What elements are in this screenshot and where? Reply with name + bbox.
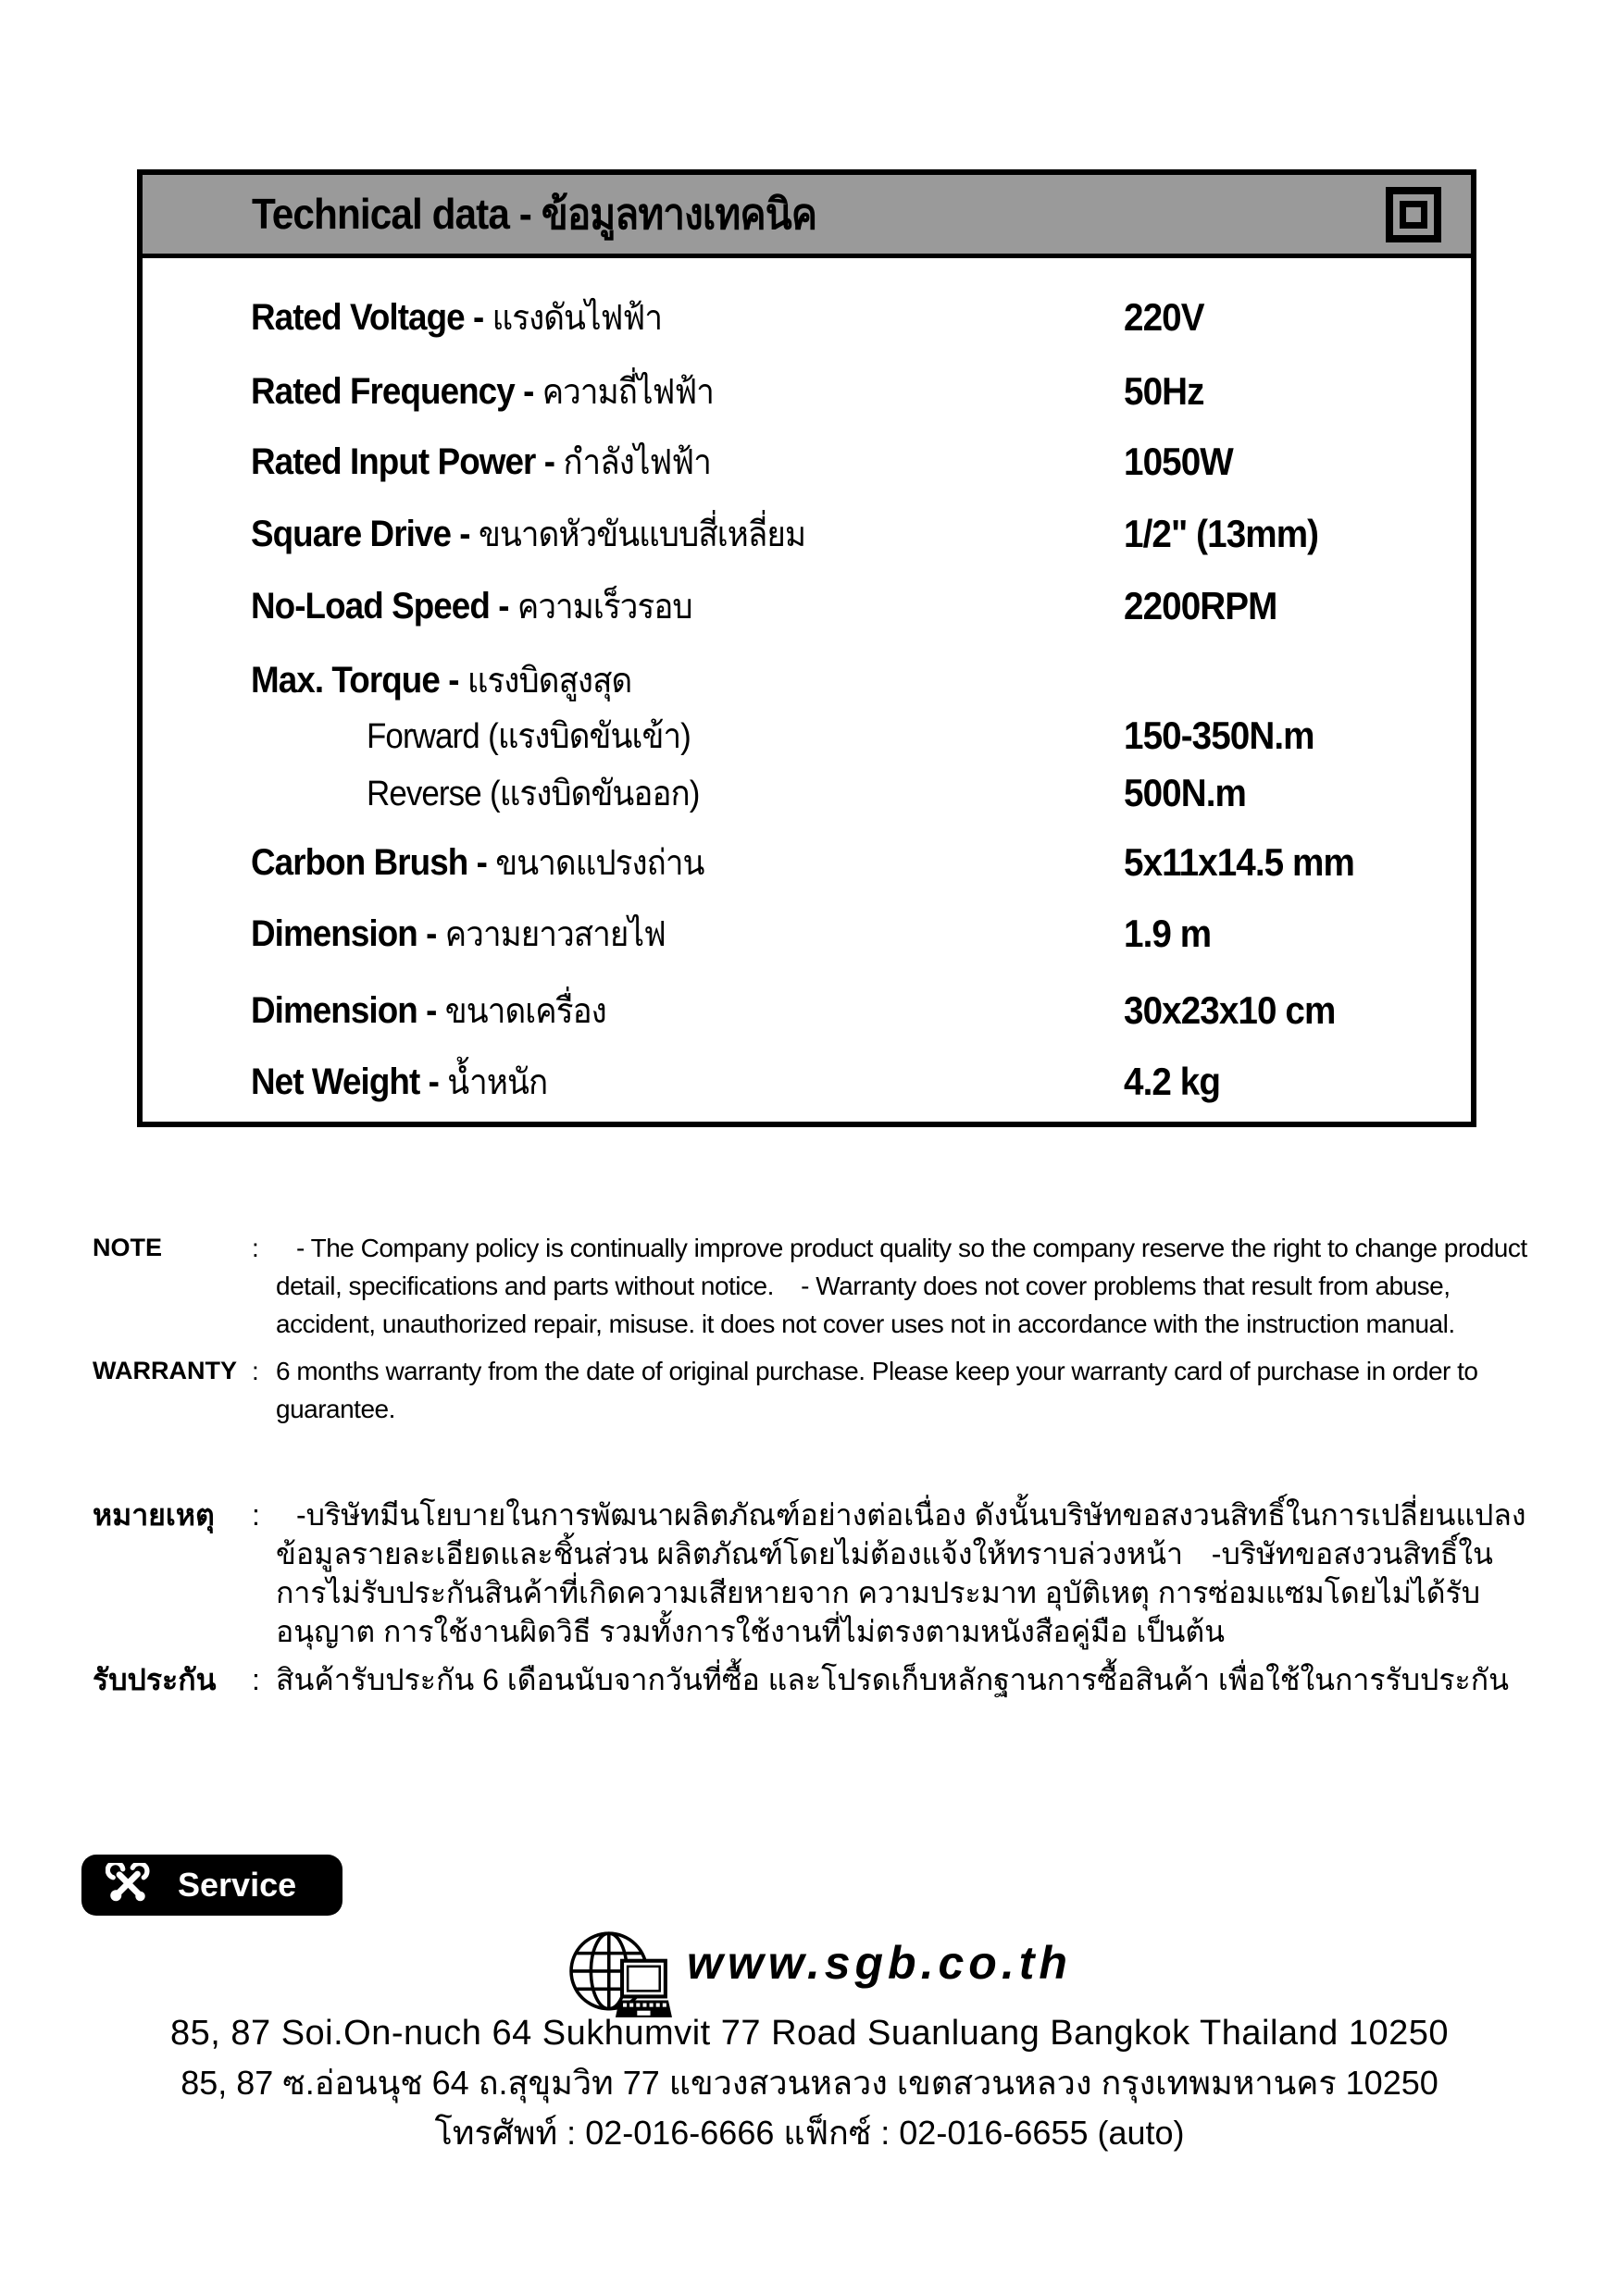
spec-row-dimension-cord bbox=[143, 907, 1471, 961]
spec-label: Net Weight - น้ำหนัก bbox=[251, 1061, 548, 1102]
guarantee-label: รับประกัน bbox=[93, 1663, 217, 1696]
globe-computer-icon bbox=[569, 1927, 673, 2021]
spec-value: 5x11x14.5 mm bbox=[1124, 840, 1354, 884]
spec-row-max-torque bbox=[143, 653, 1471, 707]
spec-label: Carbon Brush - ขนาดแปรงถ่าน bbox=[251, 842, 704, 883]
table-title-en: Technical data bbox=[252, 190, 509, 238]
spec-row-no-load-speed bbox=[143, 579, 1471, 633]
table-body bbox=[143, 258, 1471, 1122]
spec-row-rated-input-power bbox=[143, 435, 1471, 489]
thai-note-colon: : bbox=[252, 1498, 260, 1532]
spec-row-carbon-brush bbox=[143, 836, 1471, 889]
spec-row-net-weight bbox=[143, 1055, 1471, 1109]
technical-data-table bbox=[137, 169, 1476, 1127]
spec-label: Square Drive - ขนาดหัวขันแบบสี่เหลี่ยม bbox=[251, 514, 806, 554]
spec-label: Rated Voltage - แรงดันไฟฟ้า bbox=[251, 297, 663, 338]
phone-fax-line: โทรศัพท์ : 02-016-6666 แฟ็กซ์ : 02-016-6655 (auto) bbox=[434, 2114, 1185, 2152]
spec-label: Forward (แรงบิดขันเข้า) bbox=[367, 717, 691, 756]
note-item: - The Company policy is continually improve product quality so the company reserve the right to change product detail, specifications and parts without notice. bbox=[276, 1234, 1527, 1300]
notes-section-en bbox=[93, 1229, 1542, 1428]
spec-value: 4.2 kg bbox=[1124, 1060, 1221, 1103]
warranty-label: WARRANTY bbox=[93, 1357, 237, 1384]
table-header bbox=[143, 175, 1471, 258]
spec-label: Reverse (แรงบิดขันออก) bbox=[367, 775, 700, 813]
note-colon: : bbox=[252, 1234, 259, 1262]
double-insulation-icon bbox=[1386, 187, 1441, 242]
spec-row-rated-voltage bbox=[143, 291, 1471, 344]
website-url: www.sgb.co.th bbox=[687, 1937, 1072, 1989]
spec-row-forward bbox=[143, 709, 1471, 763]
spec-row-dimension-machine bbox=[143, 984, 1471, 1037]
spec-value: 150-350N.m bbox=[1124, 714, 1314, 757]
spec-label: No-Load Speed - ความเร็วรอบ bbox=[251, 586, 692, 627]
spec-value: 50Hz bbox=[1124, 369, 1204, 413]
table-title-sep: - bbox=[508, 190, 542, 238]
warranty-text: 6 months warranty from the date of original purchase. Please keep your warranty card of purchase in order to guarantee. bbox=[276, 1357, 1478, 1423]
service-label: Service bbox=[178, 1866, 297, 1904]
spec-value: 1/2" (13mm) bbox=[1124, 512, 1319, 555]
note-text bbox=[276, 1229, 1542, 1343]
address-line-en: 85, 87 Soi.On-nuch 64 Sukhumvit 77 Road Suanluang Bangkok Thailand 10250 bbox=[169, 2014, 1450, 2053]
thai-note-item: -บริษัทขอสงวนสิทธิ์ในการไม่รับประกันสินค้าที่เกิดความเสียหายจาก ความประมาท อุบัติเหตุ การซ่อมแซมโดยไม่ได้รับอนุญาต การใช้งานผิดวิธี รวมทั้งการใช้งานที่ไม่ตรงตามหนังสือคู่มือ เป็นต้น bbox=[276, 1537, 1493, 1648]
spec-label: Dimension - ความยาวสายไฟ bbox=[251, 913, 666, 954]
spec-row-square-drive bbox=[143, 507, 1471, 561]
spec-value: 30x23x10 cm bbox=[1124, 988, 1336, 1032]
thai-note-text bbox=[276, 1496, 1542, 1651]
spec-label: Rated Frequency - ความถี่ไฟฟ้า bbox=[251, 371, 715, 412]
service-badge bbox=[81, 1855, 342, 1916]
thai-note-item: -บริษัทมีนโยบายในการพัฒนาผลิตภัณฑ์อย่างต่อเนื่อง ดังนั้นบริษัทขอสงวนสิทธิ์ในการเปลี่ยนแปลงข้อมูลรายละเอียดและชิ้นส่วน ผลิตภัณฑ์โดยไม่ต้องแจ้งให้ทราบล่วงหน้า bbox=[276, 1498, 1526, 1570]
warranty-colon: : bbox=[252, 1357, 259, 1385]
note-label: NOTE bbox=[93, 1234, 163, 1261]
thai-note-label: หมายเหตุ bbox=[93, 1498, 215, 1532]
wrench-screwdriver-icon bbox=[106, 1863, 150, 1907]
guarantee-colon: : bbox=[252, 1663, 260, 1696]
spec-value: 2200RPM bbox=[1124, 584, 1277, 627]
note-item: - Warranty does not cover problems that result from abuse, accident, unauthorized repair, misuse. it does not cover uses not in accordance with the instruction manual. bbox=[276, 1272, 1455, 1338]
table-title-th: ข้อมูลทางเทคนิค bbox=[541, 190, 817, 238]
spec-value: 220V bbox=[1124, 295, 1204, 339]
spec-value: 1050W bbox=[1124, 440, 1233, 483]
address-block bbox=[0, 2008, 1619, 2158]
guarantee-text: สินค้ารับประกัน 6 เดือนนับจากวันที่ซื้อ และโปรดเก็บหลักฐานการซื้อสินค้า เพื่อใช้ในการรับประกัน bbox=[276, 1663, 1509, 1696]
spec-label: Dimension - ขนาดเครื่อง bbox=[251, 990, 606, 1031]
table-title bbox=[252, 175, 816, 254]
spec-value: 1.9 m bbox=[1124, 912, 1212, 955]
spec-value: 500N.m bbox=[1124, 771, 1246, 814]
spec-label: Rated Input Power - กำลังไฟฟ้า bbox=[251, 441, 711, 482]
spec-label: Max. Torque - แรงบิดสูงสุด bbox=[251, 660, 632, 701]
spec-row-reverse bbox=[143, 766, 1471, 820]
notes-section-th bbox=[93, 1496, 1542, 1699]
spec-row-rated-frequency bbox=[143, 365, 1471, 418]
address-line-th: 85, 87 ซ.อ่อนนุช 64 ถ.สุขุมวิท 77 แขวงสวนหลวง เขตสวนหลวง กรุงเทพมหานคร 10250 bbox=[181, 2064, 1438, 2102]
